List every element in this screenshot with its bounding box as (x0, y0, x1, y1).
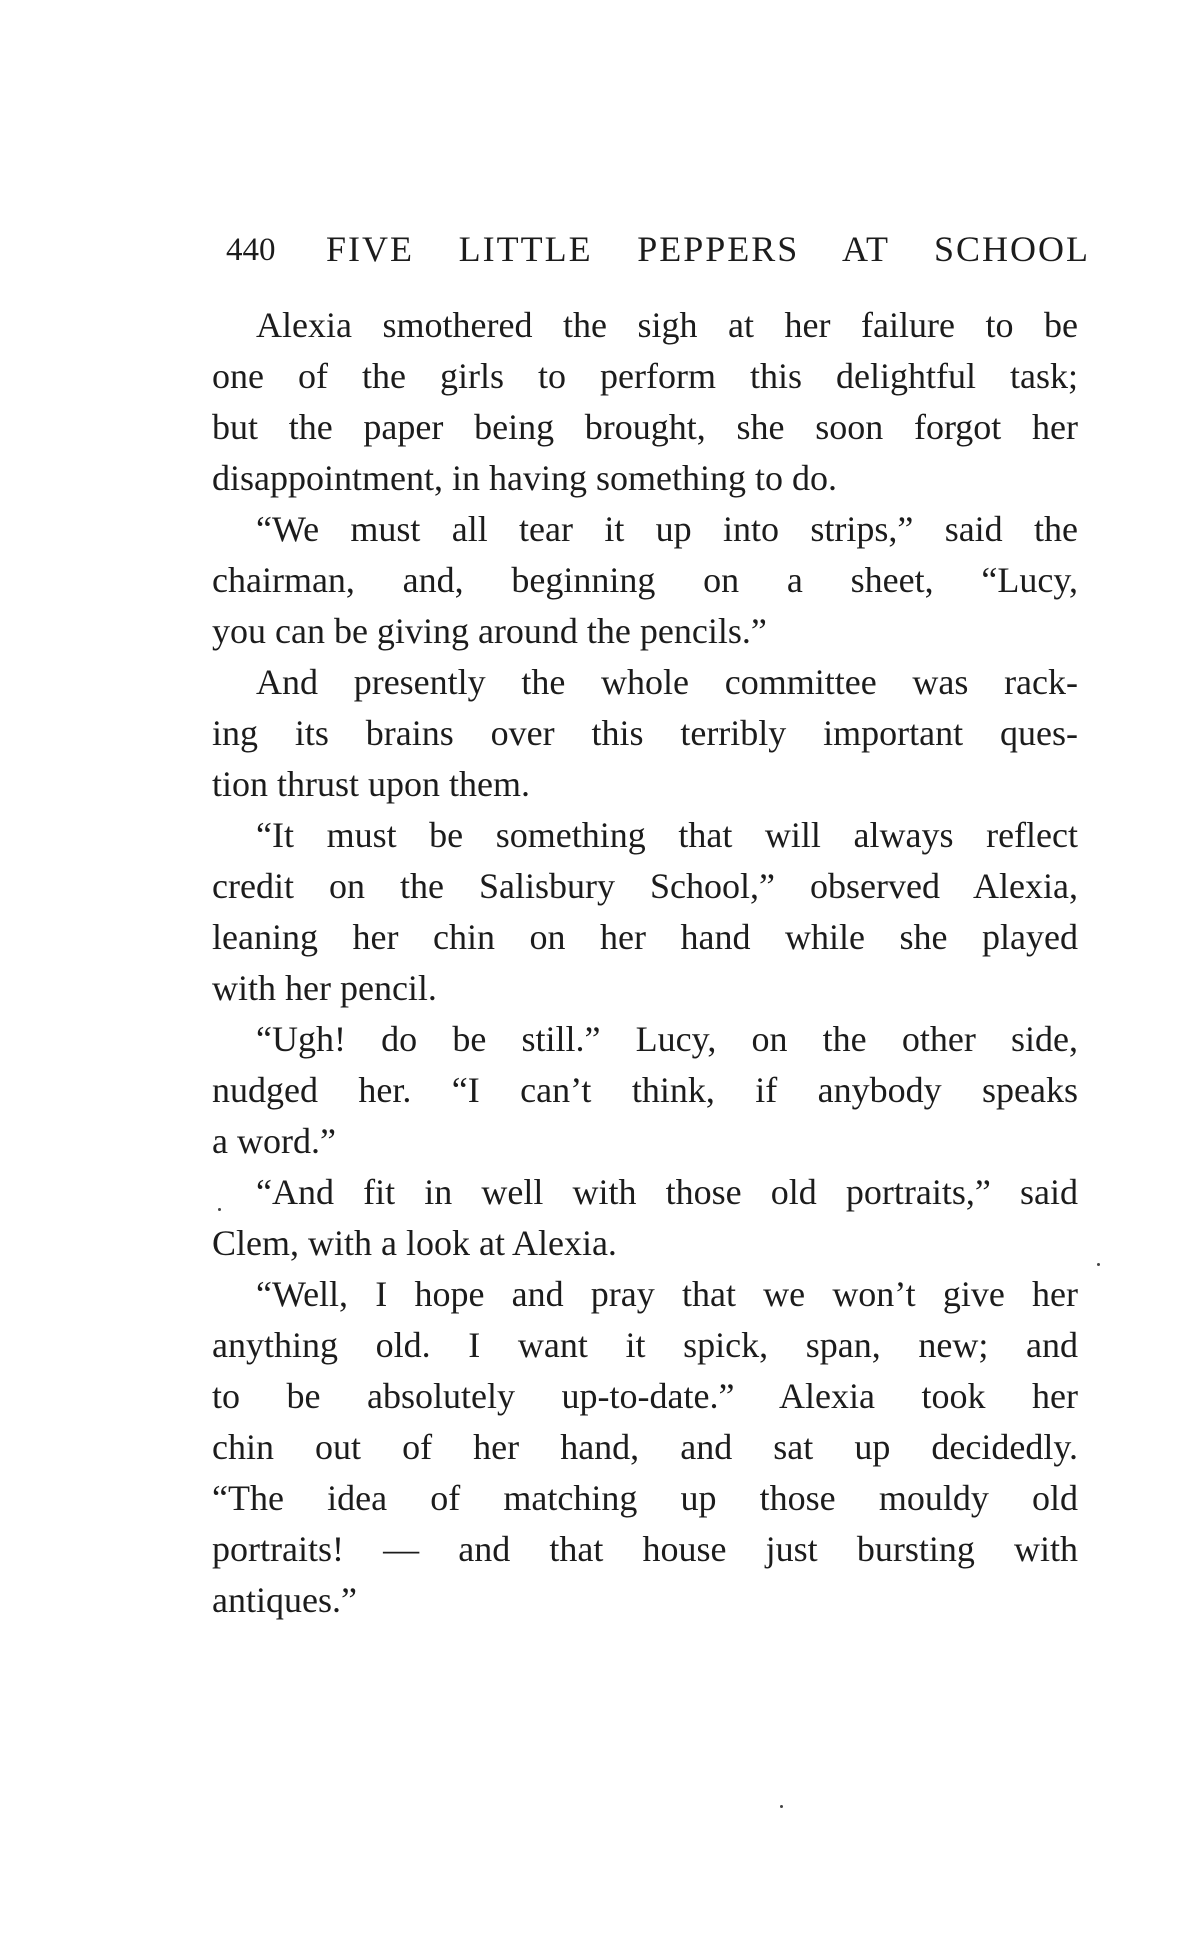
text-line: Clem, with a look at Alexia. (212, 1223, 617, 1263)
body-text (212, 300, 1078, 1626)
text-line: anything old. I want it spick, span, new; and (212, 1325, 1078, 1365)
text-line: portraits! — and that house just bursting with (212, 1529, 1078, 1569)
scan-speck (1097, 1263, 1100, 1266)
scan-speck (218, 1208, 221, 1211)
text-line: antiques.” (212, 1580, 357, 1620)
text-line: “And fit in well with those old portraits,” said (256, 1172, 1078, 1212)
text-line: but the paper being brought, she soon forgot her (212, 407, 1078, 447)
text-line: “We must all tear it up into strips,” said the (256, 509, 1078, 549)
text-line: credit on the Salisbury School,” observed Alexia, (212, 866, 1078, 906)
text-line: disappointment, in having something to do. (212, 458, 837, 498)
text-line: “It must be something that will always reflect (256, 815, 1078, 855)
page-number: 440 (226, 232, 276, 268)
running-title: FIVE LITTLE PEPPERS AT SCHOOL (326, 229, 1090, 269)
text-line: one of the girls to perform this delightful task; (212, 356, 1078, 396)
text-line: a word.” (212, 1121, 336, 1161)
text-line: And presently the whole committee was rack- (256, 662, 1078, 702)
text-line: chairman, and, beginning on a sheet, “Lucy, (212, 560, 1078, 600)
page-header (226, 228, 1090, 278)
text-line: you can be giving around the pencils.” (212, 611, 767, 651)
text-line: nudged her. “I can’t think, if anybody speaks (212, 1070, 1078, 1110)
text-line: chin out of her hand, and sat up decidedly. (212, 1427, 1078, 1467)
text-line: Alexia smothered the sigh at her failure to be (256, 305, 1078, 345)
text-line: ing its brains over this terribly important ques- (212, 713, 1078, 753)
text-line: tion thrust upon them. (212, 764, 530, 804)
text-line: leaning her chin on her hand while she played (212, 917, 1078, 957)
text-line: “Ugh! do be still.” Lucy, on the other side, (256, 1019, 1078, 1059)
scan-speck (780, 1805, 783, 1808)
text-line: to be absolutely up-to-date.” Alexia took her (212, 1376, 1078, 1416)
text-line: “Well, I hope and pray that we won’t give her (256, 1274, 1078, 1314)
text-line: with her pencil. (212, 968, 437, 1008)
text-line: “The idea of matching up those mouldy old (212, 1478, 1078, 1518)
